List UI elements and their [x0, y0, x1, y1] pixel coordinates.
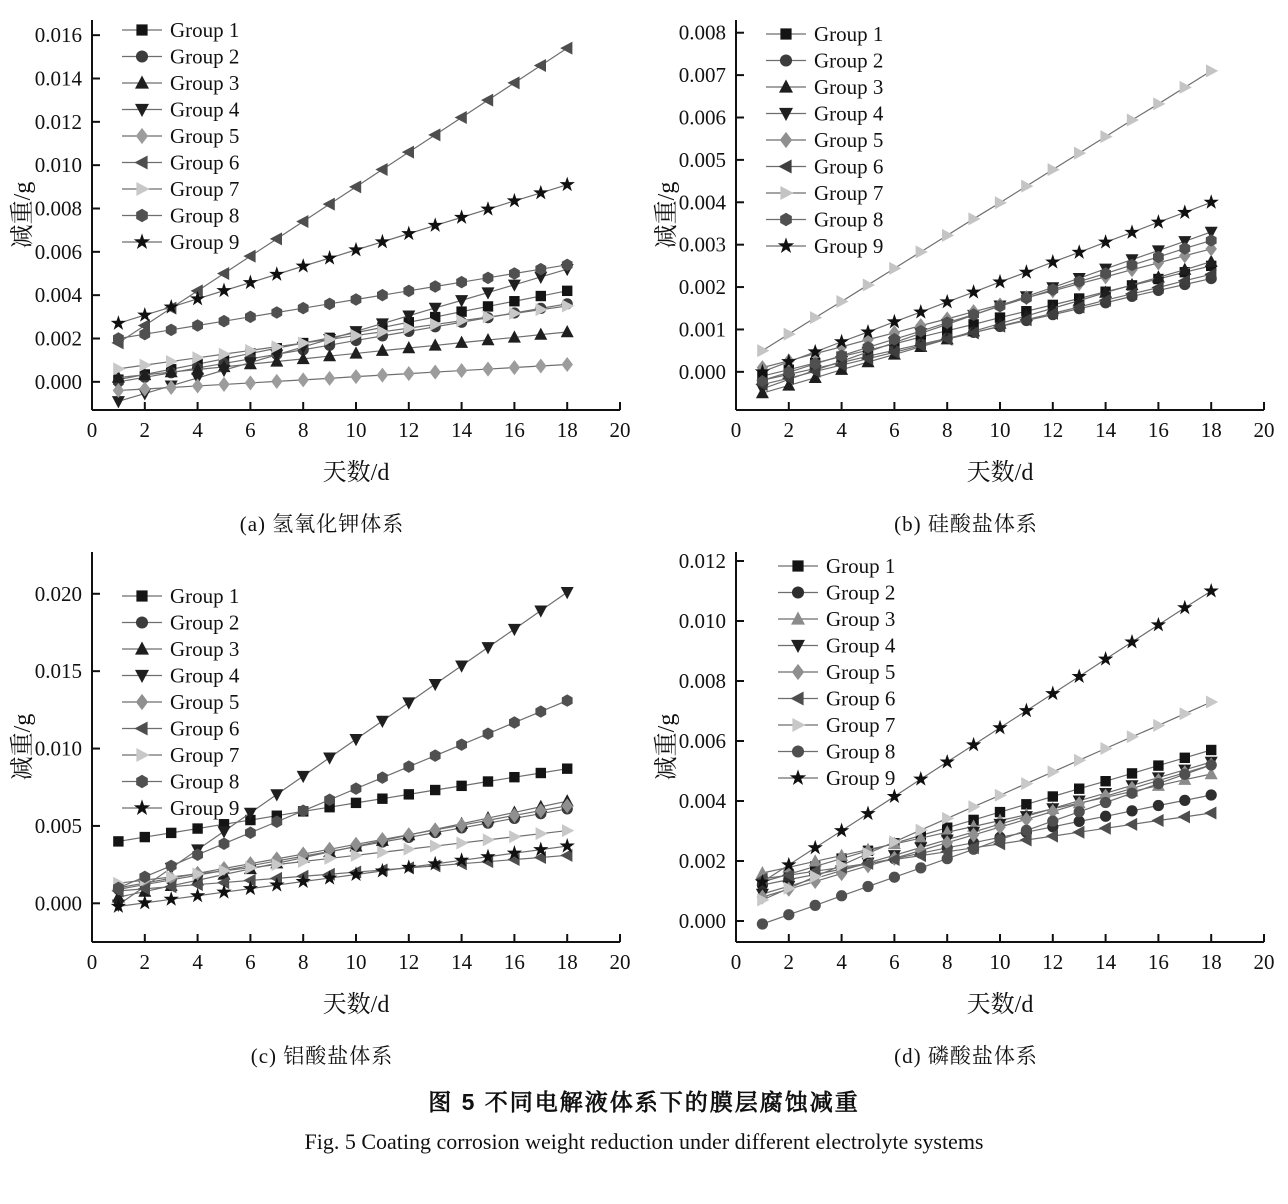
subplot-grid — [0, 6, 1288, 1070]
figure-captions — [0, 1084, 1288, 1155]
x-tick-label: 2 — [139, 950, 151, 974]
x-tick-label: 12 — [398, 950, 420, 974]
figure-caption-chinese: 图 5 不同电解液体系下的膜层腐蚀减重 — [428, 1089, 860, 1115]
subcaption-d: (d) 磷酸盐体系 — [894, 1044, 1038, 1068]
x-tick-label: 0 — [86, 418, 98, 442]
legend-label: Group 3 — [814, 75, 884, 99]
x-tick-label: 20 — [609, 418, 631, 442]
series-group-5 — [757, 241, 1217, 375]
series-group-6 — [755, 268, 1216, 391]
legend-label: Group 5 — [170, 124, 240, 148]
chart-silicate-system — [644, 6, 1288, 508]
x-tick-label: 18 — [556, 950, 578, 974]
y-tick-label: 0.012 — [678, 549, 726, 573]
x-tick-label: 6 — [889, 418, 900, 442]
y-tick-label: 0.020 — [34, 581, 82, 606]
legend-label: Group 5 — [814, 128, 884, 152]
x-tick-label: 20 — [609, 950, 631, 974]
x-tick-label: 14 — [1095, 418, 1117, 442]
x-axis-label: 天数/d — [966, 460, 1034, 486]
series-group-9 — [755, 580, 1219, 889]
subfigure-a — [0, 6, 644, 538]
legend-label: Group 9 — [826, 766, 896, 790]
legend-label: Group 3 — [170, 637, 240, 661]
legend-label: Group 2 — [814, 48, 884, 73]
y-axis-label: 减重/g — [10, 713, 36, 781]
series-group-2 — [113, 298, 573, 387]
legend-label: Group 7 — [826, 713, 896, 737]
series-group-6 — [111, 849, 572, 898]
y-tick-label: 0.010 — [34, 153, 82, 178]
x-tick-label: 18 — [556, 418, 578, 442]
y-tick-label: 0.001 — [678, 317, 726, 342]
y-tick-label: 0.002 — [34, 326, 82, 351]
y-tick-label: 0.002 — [678, 275, 726, 300]
x-tick-label: 8 — [941, 950, 953, 974]
legend-label: Group 3 — [170, 71, 240, 95]
legend-label: Group 1 — [814, 22, 884, 46]
x-tick-label: 16 — [1147, 950, 1169, 974]
x-axis-label: 天数/d — [322, 992, 390, 1018]
legend-label: Group 1 — [170, 18, 240, 42]
legend-label: Group 6 — [826, 686, 896, 711]
y-tick-label: 0.006 — [678, 105, 726, 130]
chart-koh-system — [0, 6, 644, 508]
subfigure-c — [0, 538, 644, 1070]
legend-label: Group 2 — [170, 610, 240, 635]
y-axis-label: 减重/g — [654, 713, 680, 781]
x-tick-label: 6 — [889, 950, 900, 974]
y-tick-label: 0.010 — [34, 736, 82, 761]
legend-label: Group 6 — [814, 154, 884, 179]
x-tick-label: 14 — [451, 418, 473, 442]
legend-label: Group 8 — [814, 207, 884, 232]
y-tick-label: 0.004 — [678, 190, 726, 215]
series-group-7 — [113, 824, 574, 890]
subcaption-a: (a) 氢氧化钾体系 — [239, 512, 405, 536]
series-group-3 — [112, 325, 574, 383]
figure-caption-english: Fig. 5 Coating corrosion weight reduction under different electrolyte systems — [304, 1129, 984, 1154]
legend-label: Group 2 — [826, 580, 896, 605]
legend-label: Group 6 — [170, 716, 240, 741]
y-tick-label: 0.007 — [678, 63, 726, 88]
legend-label: Group 8 — [170, 203, 240, 228]
x-tick-label: 2 — [783, 418, 795, 442]
x-tick-label: 20 — [1253, 418, 1275, 442]
legend-label: Group 4 — [814, 101, 884, 126]
y-tick-label: 0.010 — [678, 609, 726, 633]
x-tick-label: 8 — [297, 418, 309, 442]
y-tick-label: 0.006 — [34, 239, 82, 264]
legend-label: Group 7 — [170, 743, 240, 767]
chart-phosphate-system — [644, 538, 1288, 1040]
subcaption-b: (b) 硅酸盐体系 — [894, 512, 1038, 536]
y-tick-label: 0.008 — [678, 669, 726, 693]
series-group-6 — [755, 807, 1216, 886]
x-tick-label: 4 — [836, 418, 847, 442]
y-tick-label: 0.016 — [34, 23, 82, 48]
y-tick-label: 0.008 — [678, 20, 726, 45]
x-tick-label: 16 — [1147, 418, 1169, 442]
subcaption-c: (c) 铝酸盐体系 — [250, 1044, 394, 1068]
x-tick-label: 16 — [503, 950, 525, 974]
x-tick-label: 18 — [1200, 418, 1222, 442]
legend-label: Group 1 — [170, 584, 240, 608]
y-tick-label: 0.005 — [678, 147, 726, 172]
y-axis-label: 减重/g — [10, 181, 36, 249]
x-tick-label: 12 — [1042, 950, 1064, 974]
legend-label: Group 4 — [826, 633, 896, 658]
legend-label: Group 9 — [814, 234, 884, 258]
y-tick-label: 0.003 — [678, 232, 726, 257]
x-tick-label: 14 — [1095, 950, 1117, 974]
legend-label: Group 9 — [170, 230, 240, 254]
legend-label: Group 9 — [170, 796, 240, 820]
x-axis-label: 天数/d — [322, 460, 390, 486]
y-tick-label: 0.008 — [34, 196, 82, 221]
y-tick-label: 0.000 — [678, 909, 726, 933]
legend-label: Group 8 — [170, 769, 240, 794]
y-tick-label: 0.002 — [678, 849, 726, 873]
y-axis-label: 减重/g — [654, 181, 680, 249]
legend-label: Group 4 — [170, 97, 240, 122]
x-axis-label: 天数/d — [966, 992, 1034, 1018]
legend-label: Group 5 — [826, 660, 896, 684]
legend-label: Group 7 — [814, 181, 884, 205]
x-tick-label: 4 — [192, 950, 203, 974]
x-tick-label: 0 — [730, 950, 742, 974]
series-group-1 — [757, 261, 1216, 382]
x-tick-label: 10 — [345, 418, 367, 442]
legend — [122, 18, 240, 254]
x-tick-label: 2 — [783, 950, 795, 974]
legend-label: Group 7 — [170, 177, 240, 201]
x-tick-label: 16 — [503, 418, 525, 442]
legend-label: Group 2 — [170, 44, 240, 69]
x-tick-label: 4 — [836, 950, 847, 974]
x-tick-label: 6 — [245, 418, 256, 442]
x-tick-label: 4 — [192, 418, 203, 442]
x-tick-label: 6 — [245, 950, 256, 974]
x-tick-label: 8 — [297, 950, 309, 974]
chart-aluminate-system — [0, 538, 644, 1040]
y-tick-label: 0.000 — [678, 359, 726, 384]
y-tick-label: 0.012 — [34, 109, 82, 134]
x-tick-label: 12 — [1042, 418, 1064, 442]
legend — [778, 554, 896, 790]
x-tick-label: 0 — [730, 418, 742, 442]
legend — [122, 584, 240, 820]
y-tick-label: 0.005 — [34, 813, 82, 838]
legend-label: Group 6 — [170, 150, 240, 175]
y-tick-label: 0.000 — [34, 369, 82, 394]
legend-label: Group 8 — [826, 739, 896, 764]
x-tick-label: 8 — [941, 418, 953, 442]
subfigure-b — [644, 6, 1288, 538]
x-tick-label: 2 — [139, 418, 151, 442]
y-tick-label: 0.014 — [34, 66, 82, 91]
legend-label: Group 5 — [170, 690, 240, 714]
legend-label: Group 1 — [826, 554, 896, 578]
y-tick-label: 0.006 — [678, 729, 726, 753]
x-tick-label: 18 — [1200, 950, 1222, 974]
x-tick-label: 10 — [345, 950, 367, 974]
series-group-7 — [113, 300, 574, 376]
x-tick-label: 10 — [989, 418, 1011, 442]
x-tick-label: 10 — [989, 950, 1011, 974]
x-tick-label: 12 — [398, 418, 420, 442]
x-tick-label: 0 — [86, 950, 98, 974]
x-tick-label: 14 — [451, 950, 473, 974]
x-tick-label: 20 — [1253, 950, 1275, 974]
legend-label: Group 4 — [170, 663, 240, 688]
series-group-3 — [756, 255, 1218, 399]
legend — [766, 22, 884, 258]
y-tick-label: 0.004 — [678, 789, 726, 813]
subfigure-d — [644, 538, 1288, 1070]
y-tick-label: 0.015 — [34, 659, 82, 684]
series-group-5 — [113, 357, 573, 398]
y-tick-label: 0.000 — [34, 891, 82, 916]
y-tick-label: 0.004 — [34, 283, 82, 308]
legend-label: Group 3 — [826, 607, 896, 631]
